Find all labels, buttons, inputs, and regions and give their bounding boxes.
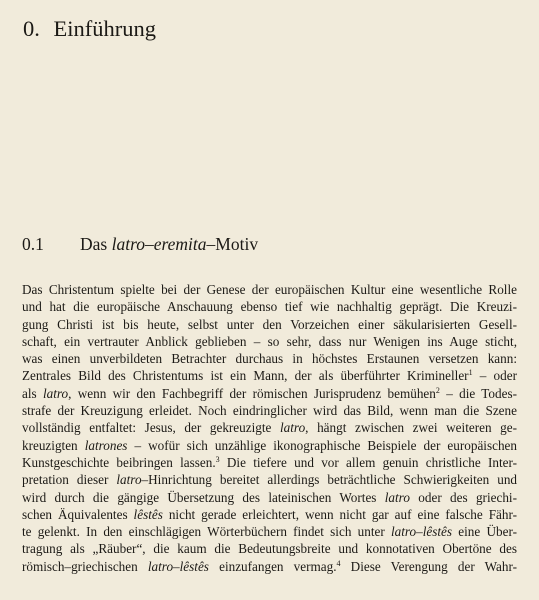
text-line: [22, 298, 517, 315]
text-line: [22, 402, 517, 419]
footnote-marker: 2: [435, 385, 440, 395]
italic-term: latro: [280, 420, 306, 436]
chapter-heading: [23, 16, 156, 42]
text-segment: – wofür sich unzählige ikonographische Beispiele der europäischen: [127, 437, 517, 453]
text-segment: einzufangen vermag.: [208, 558, 337, 574]
section-title-italic: latro–eremita: [111, 234, 207, 254]
text-segment: – oder: [472, 368, 517, 384]
text-segment: oder des griechi-: [409, 489, 517, 505]
text-line: [22, 454, 517, 471]
italic-term: latro: [116, 472, 142, 488]
text-segment: vollständig entfaltet: Jesus, der gekreuzigte: [22, 420, 280, 436]
section-heading: [22, 234, 258, 255]
italic-term: latro–lêstês: [147, 558, 209, 574]
footnote-marker: 4: [336, 558, 341, 568]
text-segment: strafe der Kreuzigung erleidet. Noch eindringlicher wird das Bild, wenn man die Szene: [22, 403, 517, 419]
text-line: [22, 489, 517, 506]
chapter-title: Einführung: [53, 16, 156, 41]
text-segment: Kunstgeschichte beibringen lassen.: [22, 454, 216, 470]
text-line: [22, 558, 517, 575]
text-segment: Das Christentum spielte bei der Genese der europäischen Kultur eine wesentliche Rolle: [22, 282, 517, 297]
italic-term: latro: [384, 489, 410, 505]
body-paragraph: [22, 281, 517, 575]
text-segment: nicht gerade erleichtert, wenn nicht gar auf eine falsche Fähr-: [162, 506, 517, 522]
text-segment: schaft, ein vertrauter Anblick geblieben – so sehr, dass nur Wenigen ins Auge sticht,: [22, 333, 517, 349]
text-segment: als: [22, 385, 43, 401]
text-line: [22, 523, 517, 540]
section-title-prefix: Das: [80, 234, 112, 254]
italic-term: latro: [42, 385, 69, 401]
italic-term: latro–lêstês: [390, 524, 453, 540]
text-line: [22, 471, 517, 488]
text-line: [22, 419, 517, 436]
text-line: [22, 437, 517, 454]
text-segment: , hängt zwischen zwei weiteren ge-: [305, 420, 517, 436]
text-line: [22, 281, 517, 298]
text-line: [22, 367, 517, 384]
section-number: 0.1: [22, 234, 44, 254]
text-line: [22, 506, 517, 523]
italic-term: lêstês: [133, 506, 163, 522]
italic-term: latrones: [84, 437, 128, 453]
text-segment: Die tiefere und vor allem genuin christliche Inter-: [219, 454, 517, 470]
footnote-marker: 1: [468, 368, 473, 378]
text-segment: kreuzigten: [22, 437, 85, 453]
text-line: [22, 540, 517, 557]
text-segment: gung Christi ist bis heute, selbst unter den Vorzeichen einer säkularisierten Gesell-: [22, 316, 517, 332]
text-line: [22, 333, 517, 350]
text-segment: römisch–griechischen: [22, 558, 148, 574]
text-segment: te gelenkt. In den einschlägigen Wörterbüchern findet sich unter: [22, 524, 391, 540]
text-line: [22, 385, 517, 402]
chapter-number: 0.: [23, 16, 40, 41]
text-line: [22, 316, 517, 333]
text-segment: pretation dieser: [22, 472, 117, 488]
text-segment: –Hinrichtung bereitet allerdings beträchtliche Schwierigkeiten und: [141, 472, 517, 488]
text-segment: , wenn wir den Fachbegriff der römischen Jurisprudenz bemühen: [68, 385, 436, 401]
footnote-marker: 3: [215, 454, 220, 464]
text-segment: was einen unverbildeten Betrachter durchaus in höchstes Erstaunen versetzen kann:: [22, 351, 517, 367]
text-segment: Zentrales Bild des Christentums ist ein Mann, der als überführter Krimineller: [22, 368, 469, 384]
section-title-suffix: –Motiv: [206, 234, 259, 254]
text-segment: schen Äquivalentes: [22, 506, 134, 522]
text-line: [22, 350, 517, 367]
text-segment: wird durch die gängige Übersetzung des lateinischen Wortes: [22, 489, 385, 505]
text-segment: Diese Verengung der Wahr-: [340, 558, 517, 574]
text-segment: – die Todes-: [439, 385, 517, 401]
text-segment: eine Über-: [452, 524, 517, 540]
text-segment: und hat die europäische Anschauung ebenso tief wie nachhaltig geprägt. Die Kreuzi-: [22, 299, 517, 315]
text-segment: tragung als „Räuber“, die kaum die Bedeutungsbreite und konnotativen Obertöne des: [22, 541, 517, 557]
